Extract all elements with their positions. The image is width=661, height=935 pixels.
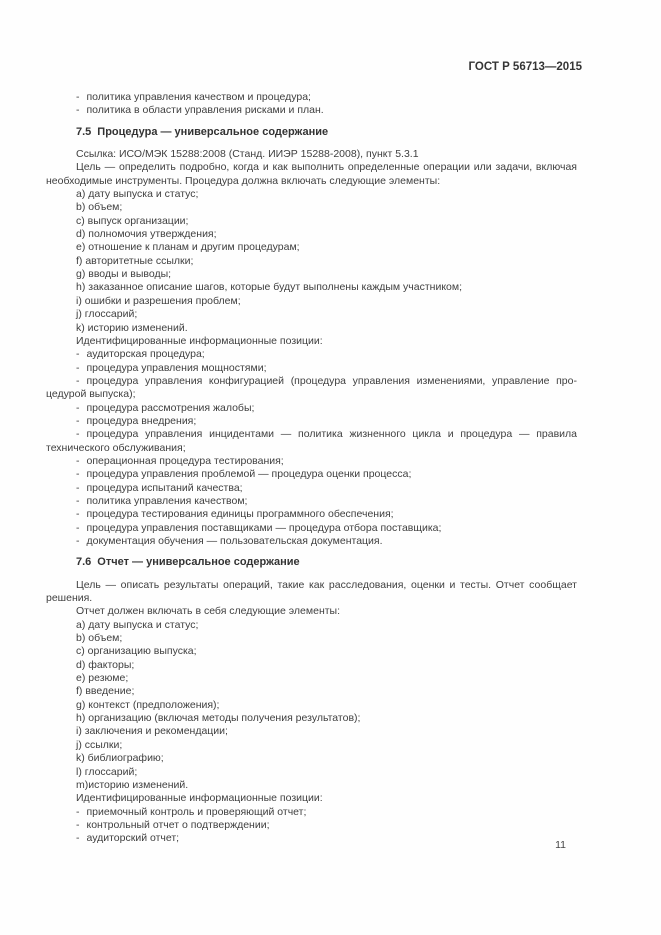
- dash-marker: -: [76, 428, 80, 441]
- element-item: c) организацию выпуска;: [76, 645, 197, 658]
- dash-marker: -: [76, 818, 80, 831]
- dash-marker: -: [76, 535, 80, 547]
- dash-marker: -: [76, 104, 80, 117]
- section-7-6-heading: [46, 556, 577, 569]
- identified-item: - процедура управления конфигурацией (процедура управления изменениями, управление процедурой выпуска);: [46, 374, 577, 401]
- element-item: g) вводы и выводы;: [76, 268, 172, 281]
- dash-marker: -: [76, 414, 80, 427]
- element-item: j) глоссарий;: [76, 308, 138, 321]
- identified-item: - операционная процедура тестирования;: [76, 454, 284, 467]
- identified-item: - процедура внедрения;: [76, 414, 197, 427]
- section-7-5-identified-list: [46, 348, 577, 548]
- identified-item: - процедура управления проблемой — процедура оценки процесса;: [76, 468, 412, 481]
- dash-marker: -: [76, 468, 80, 481]
- element-item: k) библиографию;: [76, 752, 164, 765]
- element-item: g) контекст (предположения);: [76, 698, 220, 711]
- identified-item: - приемочный контроль и проверяющий отчет;: [76, 805, 307, 818]
- section-7-5-reference: Ссылка: ИСО/МЭК 15288:2008 (Станд. ИИЭР 15288-2008), пункт 5.3.1: [76, 148, 419, 161]
- intro-list-item: - политика в области управления рисками и план.: [76, 104, 324, 117]
- identified-item: - политика управления качеством;: [76, 494, 248, 507]
- element-item: i) ошибки и разрешения проблем;: [76, 294, 241, 307]
- element-item: m)историю изменений.: [76, 778, 189, 791]
- dash-marker: -: [76, 348, 80, 361]
- section-7-5-number: 7.5: [76, 125, 92, 138]
- element-item: d) полномочия утверждения;: [76, 228, 217, 241]
- identified-item: - аудиторская процедура;: [76, 348, 205, 361]
- section-7-6-title: Отчет — универсальное содержание: [97, 556, 300, 569]
- element-item: a) дату выпуска и статус;: [76, 188, 199, 201]
- dash-marker: -: [76, 832, 80, 845]
- section-7-5-title: Процедура — универсальное содержание: [97, 125, 329, 138]
- dash-marker: -: [76, 361, 80, 374]
- section-7-6-identified-list: [46, 806, 577, 846]
- element-item: f) введение;: [76, 685, 135, 698]
- element-item: f) авторитетные ссылки;: [76, 254, 194, 267]
- intro-dash-list: [46, 91, 577, 118]
- section-7-6-identified-label: Идентифицированные информационные позиции:: [76, 792, 323, 805]
- section-7-5-elements-list: [46, 188, 577, 335]
- section-7-6-number: 7.6: [76, 556, 92, 569]
- element-item: k) историю изменений.: [76, 321, 188, 334]
- dash-marker: -: [76, 805, 80, 818]
- identified-item: - аудиторский отчет;: [76, 832, 180, 845]
- element-item: e) резюме;: [76, 672, 129, 685]
- section-7-6-elements-label: Отчет должен включать в себя следующие элементы:: [76, 605, 341, 618]
- section-7-5-purpose: Цель — определить подробно, когда и как выполнить определенные операции или задачи, включая необходимые инструменты. Процедура должна включать следующие элементы:: [46, 161, 577, 187]
- dash-marker: -: [76, 454, 80, 467]
- identified-item: - процедура рассмотрения жалобы;: [76, 401, 255, 414]
- running-header: ГОСТ Р 56713—2015: [468, 61, 582, 73]
- element-item: j) ссылки;: [76, 738, 123, 751]
- element-item: a) дату выпуска и статус;: [76, 618, 199, 631]
- identified-item: - процедура управления поставщиками — процедура отбора поставщика;: [76, 521, 442, 534]
- identified-item: - процедура управления мощностями;: [76, 361, 267, 374]
- element-item: b) объем;: [76, 632, 123, 645]
- element-item: d) факторы;: [76, 658, 135, 671]
- page-content: [46, 91, 577, 846]
- section-7-5-identified-label: Идентифицированные информационные позиции:: [76, 334, 323, 347]
- identified-item: - процедура управления инцидентами — политика жизненного цикла и процедура — правила технического обслуживания;: [46, 428, 577, 454]
- section-7-6-elements-list: [46, 619, 577, 792]
- section-7-5-heading: [46, 126, 577, 139]
- dash-marker: -: [76, 494, 80, 507]
- dash-marker: -: [76, 374, 80, 387]
- element-item: h) заказанное описание шагов, которые будут выполнены каждым участником;: [76, 281, 463, 294]
- element-item: h) организацию (включая методы получения результатов);: [76, 712, 361, 725]
- element-item: c) выпуск организации;: [76, 214, 189, 227]
- page-number: 11: [555, 839, 566, 851]
- dash-marker: -: [76, 91, 80, 103]
- element-item: e) отношение к планам и другим процедурам;: [76, 241, 300, 254]
- identified-item: - контрольный отчет о подтверждении;: [76, 818, 270, 831]
- element-item: b) объем;: [76, 201, 123, 214]
- dash-marker: -: [76, 508, 80, 521]
- identified-item: - процедура испытаний качества;: [76, 481, 243, 494]
- dash-marker: -: [76, 521, 80, 534]
- section-7-6-purpose: Цель — описать результаты операций, такие как расследования, оценки и тесты. Отчет сообщает решения.: [46, 578, 577, 605]
- dash-marker: -: [76, 401, 80, 414]
- identified-item: - документация обучения — пользовательская документация.: [76, 535, 383, 547]
- identified-item: - процедура тестирования единицы программного обеспечения;: [76, 508, 394, 521]
- element-item: i) заключения и рекомендации;: [76, 725, 228, 738]
- element-item: l) глоссарий;: [76, 765, 138, 778]
- dash-marker: -: [76, 481, 80, 494]
- intro-list-item: - политика управления качеством и процедура;: [76, 91, 311, 103]
